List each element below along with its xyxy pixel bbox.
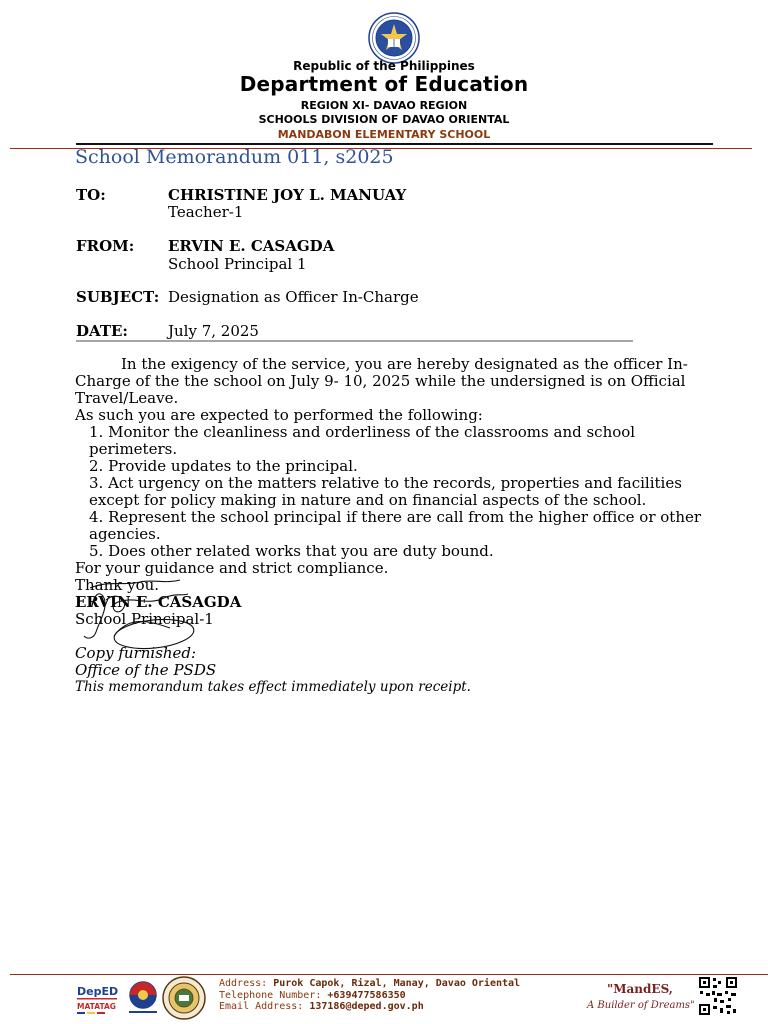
- region-heading: REGION XI- DAVAO REGION: [300, 99, 468, 112]
- mandes-slogan-logo: [585, 980, 695, 1014]
- footer-address: [219, 978, 520, 989]
- header-divider: [76, 143, 713, 145]
- copy-furnished-label: Copy furnished:: [75, 644, 197, 662]
- phone-value: +639477586350: [327, 990, 406, 1001]
- thanks-text: Thank you.: [75, 576, 160, 594]
- deped-seal-logo: [368, 12, 420, 64]
- body-intro: As such you are expected to performed the following:: [75, 406, 483, 424]
- signatory-position: School Principal-1: [75, 610, 214, 628]
- footer-divider: [10, 974, 768, 975]
- email-value: 137186@deped.gov.ph: [309, 1001, 424, 1012]
- republic-heading: Republic of the Philippines: [293, 59, 475, 73]
- effectivity-note: This memorandum takes effect immediately upon receipt.: [75, 679, 471, 695]
- duties-list: [75, 424, 715, 560]
- from-name: ERVIN E. CASAGDA: [168, 237, 335, 255]
- signature-image: [78, 576, 200, 654]
- slogan-line-2: A Builder of Dreams": [587, 1000, 695, 1011]
- deped-matatag-logo: [76, 982, 118, 1016]
- memo-title: School Memorandum 011, s2025: [75, 146, 394, 168]
- list-item: 4. Represent the school principal if there are call from the higher office or other agencies.: [89, 508, 702, 543]
- to-position: Teacher-1: [168, 203, 244, 221]
- footer-phone: [219, 990, 406, 1001]
- school-heading: MANDABON ELEMENTARY SCHOOL: [277, 128, 491, 141]
- signatory-name: ERVIN E. CASAGDA: [75, 593, 242, 611]
- copy-furnished-to: Office of the PSDS: [75, 661, 217, 679]
- bagong-pilipinas-logo: [123, 980, 163, 1016]
- fields-divider: [76, 340, 633, 342]
- division-heading: SCHOOLS DIVISION OF DAVAO ORIENTAL: [258, 113, 510, 126]
- from-label: FROM:: [76, 237, 135, 255]
- phone-label: Telephone Number:: [219, 990, 322, 1001]
- matatag-logo-text: MATATAG: [77, 1002, 116, 1011]
- date-label: DATE:: [76, 322, 128, 340]
- subject-value: Designation as Officer In-Charge: [168, 288, 419, 306]
- qr-code: [698, 976, 738, 1016]
- guidance-text: For your guidance and strict compliance.: [75, 559, 389, 577]
- slogan-line-1: "MandES,: [607, 982, 673, 996]
- address-value: Purok Capok, Rizal, Manay, Davao Oriental: [273, 978, 521, 989]
- body-paragraph: In the exigency of the service, you are hereby designated as the officer In-Charge of the the school on July 9- 10, 2025 while the undersigned is on Official Travel/Leave.: [75, 355, 688, 407]
- from-position: School Principal 1: [168, 255, 307, 273]
- list-item: 2. Provide updates to the principal.: [89, 457, 358, 475]
- to-name: CHRISTINE JOY L. MANUAY: [168, 186, 407, 204]
- to-label: TO:: [76, 186, 106, 204]
- list-item: 5. Does other related works that you are duty bound.: [89, 542, 494, 560]
- list-item: 3. Act urgency on the matters relative to the records, properties and facilities except for policy making in nature and on financial aspects of the school.: [89, 474, 682, 509]
- list-item: 1. Monitor the cleanliness and orderliness of the classrooms and school perimeters.: [89, 423, 636, 458]
- department-heading: Department of Education: [239, 72, 529, 96]
- date-value: July 7, 2025: [168, 322, 259, 340]
- subject-label: SUBJECT:: [76, 288, 160, 306]
- address-label: Address:: [219, 978, 268, 989]
- footer-email: [219, 1001, 424, 1012]
- email-label: Email Address:: [219, 1001, 304, 1012]
- deped-logo-text: DepED: [77, 985, 118, 998]
- mandabon-school-seal: [162, 976, 206, 1020]
